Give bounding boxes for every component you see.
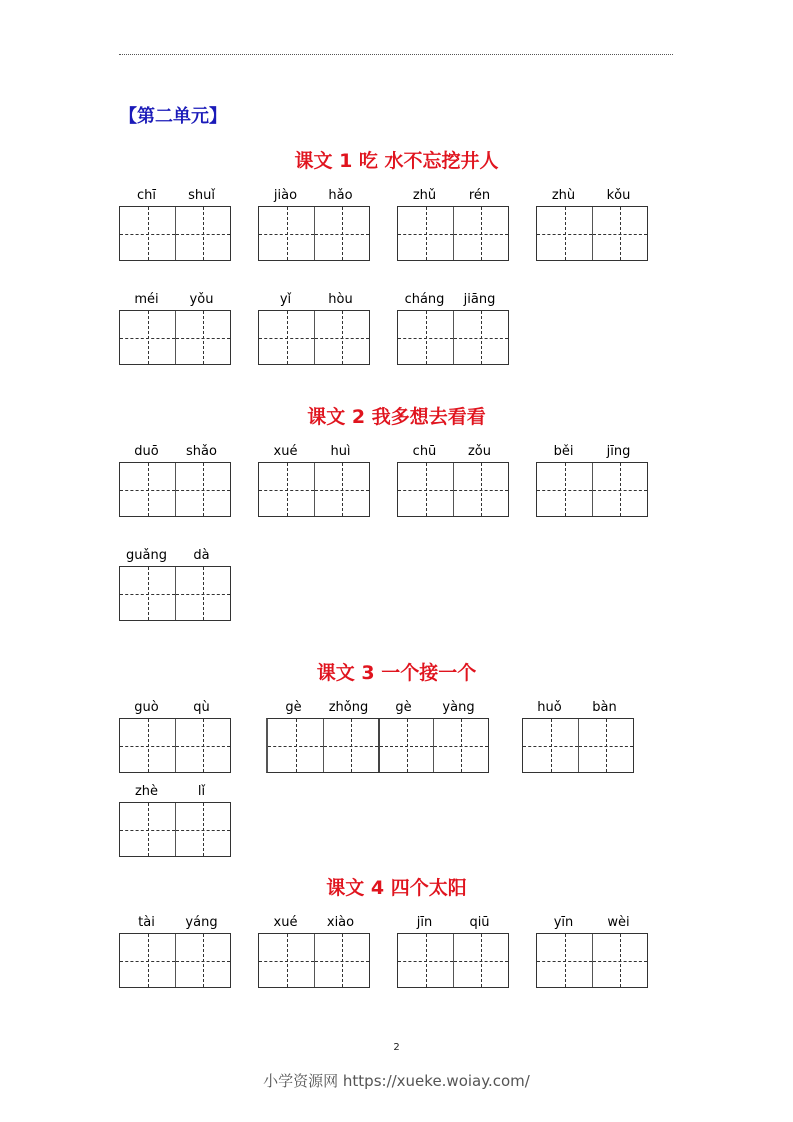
pinyin: jiāng xyxy=(463,292,496,307)
writing-cell[interactable] xyxy=(453,934,508,987)
pinyin: shǎo xyxy=(186,444,217,459)
pinyin: kǒu xyxy=(606,188,631,203)
tian-grid[interactable] xyxy=(266,718,489,773)
pinyin: huì xyxy=(330,444,351,459)
writing-cell[interactable] xyxy=(453,463,508,516)
writing-cell[interactable] xyxy=(259,311,314,364)
writing-cell[interactable] xyxy=(314,311,369,364)
writing-cell[interactable] xyxy=(175,311,230,364)
word-box[interactable] xyxy=(119,782,231,857)
page-number: 2 xyxy=(393,1042,400,1053)
pinyin: gè xyxy=(285,700,302,715)
pinyin: xué xyxy=(273,915,298,930)
pinyin: tài xyxy=(138,915,155,930)
pinyin: cháng xyxy=(404,292,445,307)
tian-grid[interactable] xyxy=(522,718,634,773)
word-box-four[interactable] xyxy=(266,698,489,773)
word-box[interactable] xyxy=(258,913,370,988)
lesson-1-title: 课文 1 吃 水不忘挖井人 xyxy=(294,150,499,172)
pinyin: huǒ xyxy=(537,700,562,715)
word-box[interactable] xyxy=(536,186,648,261)
writing-cell[interactable] xyxy=(433,719,488,772)
writing-cell[interactable] xyxy=(398,934,453,987)
pinyin: chī xyxy=(137,188,156,203)
tian-grid[interactable] xyxy=(119,566,231,621)
writing-cell[interactable] xyxy=(259,934,314,987)
tian-grid[interactable] xyxy=(397,462,509,517)
pinyin: yáng xyxy=(185,915,218,930)
writing-cell[interactable] xyxy=(523,719,578,772)
writing-cell[interactable] xyxy=(175,207,230,260)
word-box[interactable] xyxy=(119,290,231,365)
tian-grid[interactable] xyxy=(119,462,231,517)
pinyin: yǒu xyxy=(189,292,214,307)
writing-cell[interactable] xyxy=(537,207,592,260)
tian-grid[interactable] xyxy=(397,933,509,988)
pinyin: yīn xyxy=(553,915,574,930)
word-box[interactable] xyxy=(119,186,231,261)
lesson-2-title: 课文 2 我多想去看看 xyxy=(307,406,486,428)
pinyin: zhǒng xyxy=(328,700,369,715)
word-box[interactable] xyxy=(397,442,509,517)
tian-grid[interactable] xyxy=(258,933,370,988)
pinyin: rén xyxy=(468,188,491,203)
tian-grid[interactable] xyxy=(258,310,370,365)
tian-grid[interactable] xyxy=(119,310,231,365)
word-box[interactable] xyxy=(119,546,231,621)
pinyin: běi xyxy=(553,444,574,459)
writing-cell[interactable] xyxy=(453,207,508,260)
pinyin: duō xyxy=(134,444,159,459)
writing-cell[interactable] xyxy=(314,463,369,516)
writing-cell[interactable] xyxy=(398,207,453,260)
writing-cell[interactable] xyxy=(398,311,453,364)
pinyin: chū xyxy=(412,444,437,459)
pinyin: jīn xyxy=(416,915,433,930)
pinyin: méi xyxy=(134,292,159,307)
writing-cell[interactable] xyxy=(120,567,175,620)
pinyin: shuǐ xyxy=(188,188,215,203)
writing-cell[interactable] xyxy=(578,719,633,772)
pinyin: xiào xyxy=(326,915,355,930)
word-box[interactable] xyxy=(522,698,634,773)
tian-grid[interactable] xyxy=(258,462,370,517)
writing-cell[interactable] xyxy=(592,934,647,987)
pinyin: qiū xyxy=(469,915,490,930)
pinyin: zhù xyxy=(551,188,576,203)
writing-cell[interactable] xyxy=(537,934,592,987)
writing-cell[interactable] xyxy=(175,567,230,620)
footer-site-link[interactable]: 小学资源网 https://xueke.woiay.com/ xyxy=(263,1072,530,1090)
writing-cell[interactable] xyxy=(314,207,369,260)
writing-cell[interactable] xyxy=(175,803,230,856)
writing-cell[interactable] xyxy=(120,311,175,364)
writing-cell[interactable] xyxy=(175,463,230,516)
writing-cell[interactable] xyxy=(120,463,175,516)
writing-cell[interactable] xyxy=(453,311,508,364)
writing-cell[interactable] xyxy=(537,463,592,516)
word-box[interactable] xyxy=(397,186,509,261)
writing-cell[interactable] xyxy=(120,803,175,856)
lesson-3-title: 课文 3 一个接一个 xyxy=(316,662,477,684)
header-dotted-rule xyxy=(119,54,673,55)
tian-grid[interactable] xyxy=(119,718,231,773)
tian-grid[interactable] xyxy=(397,310,509,365)
pinyin: bàn xyxy=(592,700,617,715)
writing-cell[interactable] xyxy=(268,719,323,772)
writing-cell[interactable] xyxy=(175,934,230,987)
word-box[interactable] xyxy=(119,698,231,773)
pinyin: gè xyxy=(395,700,412,715)
writing-cell[interactable] xyxy=(592,207,647,260)
word-box[interactable] xyxy=(119,442,231,517)
pinyin: lǐ xyxy=(197,784,206,799)
tian-grid[interactable] xyxy=(258,206,370,261)
tian-grid[interactable] xyxy=(536,462,648,517)
pinyin: xué xyxy=(273,444,298,459)
writing-cell[interactable] xyxy=(592,463,647,516)
writing-cell[interactable] xyxy=(314,934,369,987)
writing-cell[interactable] xyxy=(259,463,314,516)
pinyin: hòu xyxy=(328,292,353,307)
writing-cell[interactable] xyxy=(378,719,433,772)
pinyin: jīng xyxy=(606,444,631,459)
writing-cell[interactable] xyxy=(398,463,453,516)
word-box[interactable] xyxy=(536,913,648,988)
tian-grid[interactable] xyxy=(536,933,648,988)
pinyin: dà xyxy=(193,548,210,563)
pinyin: zhǔ xyxy=(412,188,437,203)
pinyin: zhè xyxy=(134,784,159,799)
pinyin: hǎo xyxy=(328,188,353,203)
tian-grid[interactable] xyxy=(119,802,231,857)
lesson-4-title: 课文 4 四个太阳 xyxy=(326,877,467,899)
tian-grid[interactable] xyxy=(119,933,231,988)
word-box[interactable] xyxy=(536,442,648,517)
tian-grid[interactable] xyxy=(536,206,648,261)
word-box[interactable] xyxy=(397,290,509,365)
writing-cell[interactable] xyxy=(120,934,175,987)
word-box[interactable] xyxy=(119,913,231,988)
word-box[interactable] xyxy=(397,913,509,988)
pinyin: wèi xyxy=(607,915,630,930)
pinyin: zǒu xyxy=(467,444,492,459)
pinyin: guǎng xyxy=(126,548,167,563)
writing-cell[interactable] xyxy=(175,719,230,772)
pinyin: qù xyxy=(193,700,210,715)
writing-cell[interactable] xyxy=(323,719,378,772)
unit-title: 【第二单元】 xyxy=(119,106,227,127)
pinyin: guò xyxy=(134,700,159,715)
tian-grid[interactable] xyxy=(397,206,509,261)
word-box[interactable] xyxy=(258,442,370,517)
tian-grid[interactable] xyxy=(119,206,231,261)
writing-cell[interactable] xyxy=(120,207,175,260)
writing-cell[interactable] xyxy=(120,719,175,772)
writing-cell[interactable] xyxy=(259,207,314,260)
pinyin: jiào xyxy=(273,188,298,203)
pinyin: yǐ xyxy=(279,292,292,307)
word-box[interactable] xyxy=(258,186,370,261)
pinyin: yàng xyxy=(442,700,475,715)
word-box[interactable] xyxy=(258,290,370,365)
